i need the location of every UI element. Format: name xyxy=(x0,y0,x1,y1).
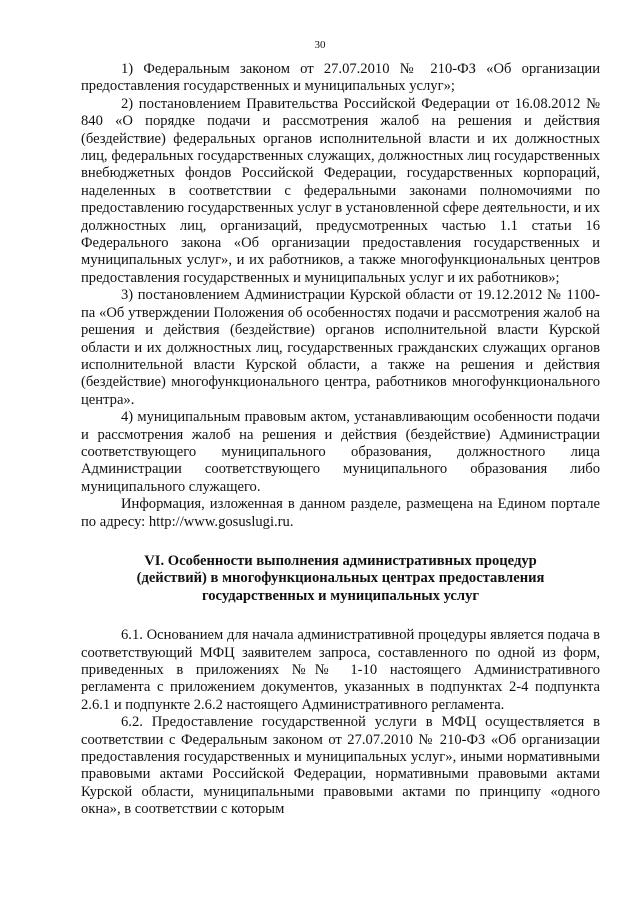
section-heading xyxy=(81,553,600,605)
portal-info-paragraph: Информация, изложенная в данном разделе, размещена на Едином портале по адресу: http://www.gosuslugi.ru. xyxy=(81,496,600,530)
list-item-municipal-act: 4) муниципальным правовым актом, устанавливающим особенности подачи и рассмотрения жалоб на решения и действия (бездействие) Администрации соответствующего муниципального образования, должностного лица Администрации соответствующего муниципального образования либо муниципального служащего. xyxy=(81,409,600,495)
section-heading-line: (действий) в многофункциональных центрах предоставления xyxy=(136,570,545,587)
clause-6-2: 6.2. Предоставление государственной услуги в МФЦ осуществляется в соответствии с Федеральным законом от 27.07.2010 № 210-ФЗ «Об организации предоставления государственных и муниципальных услуг», иными нормативными правовыми актами Российской Федерации, нормативными правовыми актами Курской области, муниципальными правовыми актами по принципу «одного окна», в соответствии с которым xyxy=(81,714,600,818)
section-heading-line: VI. Особенности выполнения административных процедур xyxy=(144,552,537,569)
document-body xyxy=(81,61,600,819)
list-item-federal-law: 1) Федеральным законом от 27.07.2010 № 210-ФЗ «Об организации предоставления государственных и муниципальных услуг»; xyxy=(81,61,600,95)
list-item-government-decree: 2) постановлением Правительства Российской Федерации от 16.08.2012 № 840 «О порядке подачи и рассмотрения жалоб на решения и действия (бездействие) федеральных органов исполнительной власти и их должностных лиц, федеральных государственных служащих, должностных лиц государственных внебюджетных фондов Российской Федерации, государственных корпораций, наделенных в соответствии с федеральными законами полномочиями по предоставлению государственных услуг в установленной сфере деятельности, и их должностных лиц, организаций, предусмотренных частью 1.1 статьи 16 Федерального закона «Об организации предоставления государственных и муниципальных услуг», и их работников, а также многофункциональных центров предоставления государственных и муниципальных услуг и их работников»; xyxy=(81,95,600,286)
clause-6-1: 6.1. Основанием для начала административной процедуры является подача в соответствующий МФЦ заявителем запроса, составленного по одной из форм, приведенных в приложениях №№ 1-10 настоящего Административного регламента с приложением документов, указанных в подпунктах 2-4 подпункта 2.6.1 и подпункте 2.6.2 настоящего Административного регламента. xyxy=(81,627,600,713)
section-heading-line: государственных и муниципальных услуг xyxy=(201,587,480,604)
list-item-kursk-decree: 3) постановлением Администрации Курской области от 19.12.2012 № 1100-па «Об утверждении Положения об особенностях подачи и рассмотрения жалоб на решения и действия (бездействие) органов исполнительной власти Курской области и их должностных лиц, государственных гражданских служащих органов исполнительной власти Курской области, а также на решения и действия (бездействие) многофункционального центра, работников многофункционального центра». xyxy=(81,287,600,408)
page-number: 30 xyxy=(314,39,326,51)
